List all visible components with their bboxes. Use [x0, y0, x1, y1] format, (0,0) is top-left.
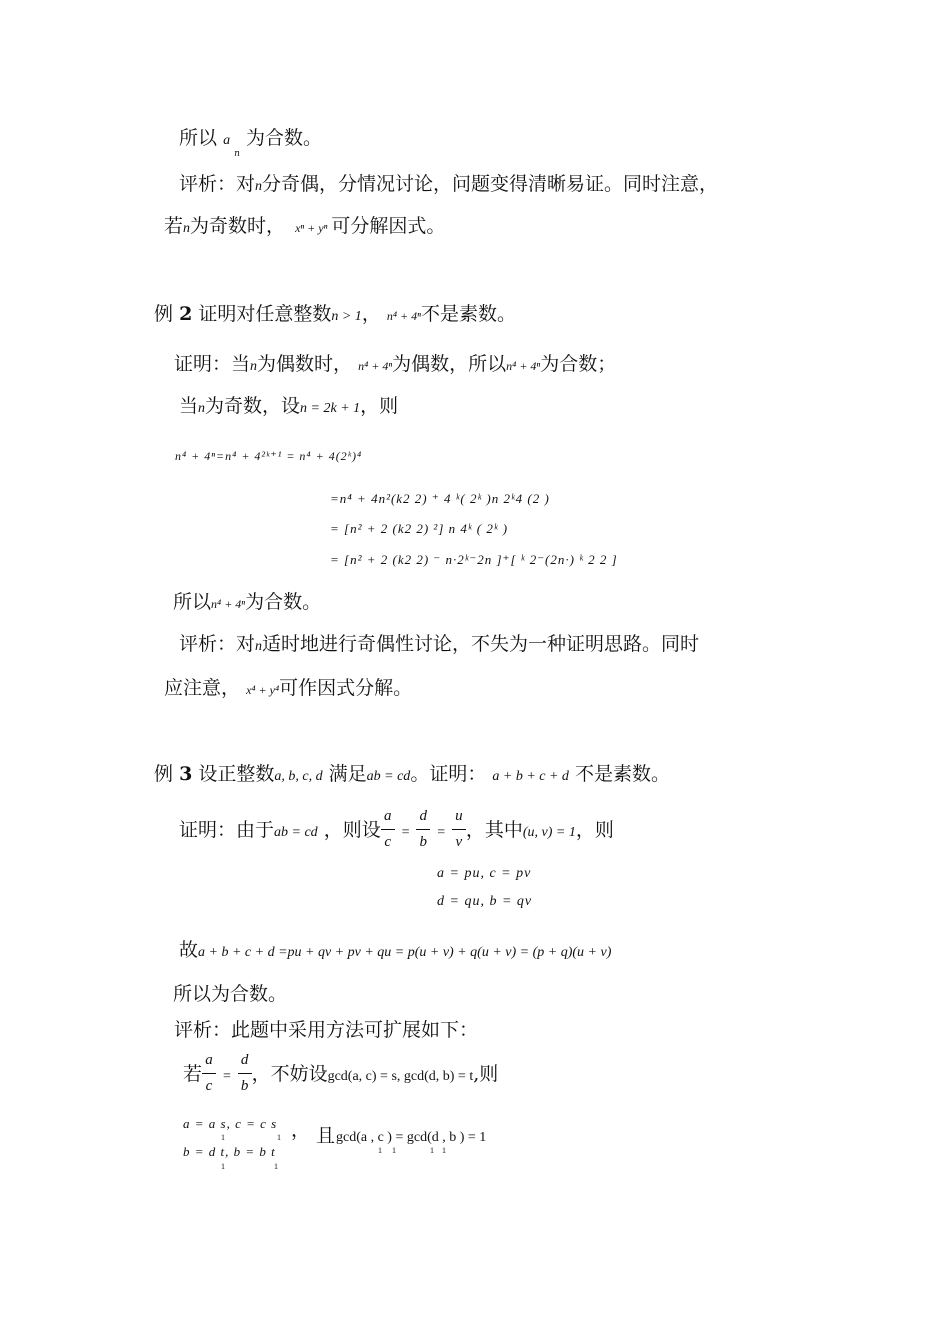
y2-subscript-2: 1 — [274, 1162, 278, 1171]
text: 所以 — [173, 591, 212, 613]
text: 。证明： — [410, 763, 487, 785]
math-condition: ab = cd — [366, 769, 411, 784]
var-n: n — [255, 179, 263, 194]
math-expr: xⁿ + yⁿ — [295, 221, 328, 235]
comment-line-1 — [179, 172, 718, 199]
equation-1: n⁴ + 4ⁿ=n⁴ + 4²ᵏ⁺¹ = n⁴ + 4(2ᵏ)⁴ — [175, 449, 363, 463]
text: 为偶数时， — [257, 353, 353, 375]
text-and: 且 — [316, 1125, 336, 1147]
numerator: a — [384, 808, 392, 824]
math-expr: x⁴ + y⁴ — [246, 683, 280, 697]
text: 设正整数 — [198, 763, 275, 785]
example-number: 2 — [179, 303, 193, 325]
text: ,则 — [473, 1063, 499, 1085]
gcd-equation: gcd(a , c ) = gcd(d , b ) = 1 — [336, 1130, 487, 1145]
text-therefore: 故 — [179, 939, 199, 961]
remark-2-line-1 — [179, 632, 699, 659]
conclusion-2 — [173, 590, 321, 616]
math-expr: n⁴ + 4ⁿ — [211, 597, 246, 611]
text: ，不妨设 — [251, 1063, 328, 1085]
remark-3: 评析：此题中采用方法可扩展如下： — [174, 1019, 479, 1041]
equation-4: = [n² + 2 (k2 2) ⁻ n·2ᵏ⁻2n ]⁺[ ᵏ 2⁻(2n·) ᵏ 2 2 ] — [330, 552, 618, 567]
math-sum: a + b + c + d — [492, 769, 569, 784]
equals-sign: = — [400, 825, 411, 840]
text: 不是素数。 — [574, 763, 670, 785]
math-expr: n⁴ + 4ⁿ — [386, 309, 421, 323]
var-n: n — [183, 221, 191, 236]
comment-prefix: 评析：对 — [179, 173, 256, 195]
denominator: v — [455, 834, 463, 850]
remark-2-line-2 — [164, 676, 412, 702]
y2-subscript-1: 1 — [221, 1162, 225, 1171]
text-if: 若 — [164, 215, 184, 237]
var-n: n — [198, 401, 206, 416]
equation-2: =n⁴ + 4n²(k2 2) ⁺ 4 ᵏ( 2ᵏ )n 2ᵏ4 (2 ) — [330, 491, 550, 506]
text: 可作因式分解。 — [279, 677, 413, 699]
text: 当 — [179, 395, 199, 417]
text: 为合数； — [540, 353, 617, 375]
denominator: b — [419, 834, 428, 850]
numerator: a — [205, 1052, 213, 1068]
example-2-heading — [154, 302, 516, 329]
math-condition: ab = cd — [274, 825, 318, 840]
proof-3-line-1 — [179, 806, 614, 857]
conclusion-line-1 — [179, 126, 322, 159]
fraction-a-over-c — [381, 807, 395, 855]
text-factor: 可分解因式。 — [331, 215, 446, 237]
conclusion-3: 所以为合数。 — [173, 983, 288, 1005]
math-expr: a = a s, c = c s — [183, 1116, 278, 1131]
math-expr: b = d t, b = b t — [183, 1144, 276, 1159]
math-gcd: (u, v) = 1 — [522, 825, 576, 840]
math-expr: n⁴ + 4ⁿ — [506, 359, 541, 373]
comma: ， — [361, 303, 381, 325]
numerator: d — [240, 1052, 249, 1068]
text: 评析：对 — [179, 633, 256, 655]
example-label: 例 — [154, 763, 174, 785]
math-sum-expr: a + b + c + d =pu + qv + pv + qu = p(u + v) + q(u + v) = (p + q)(u + v) — [198, 945, 612, 960]
example-label: 例 — [154, 303, 174, 325]
var-a: a — [223, 133, 231, 148]
proof-2-line-1 — [174, 352, 616, 379]
equation-3: = [n² + 2 (k2 2) ²] n 4ᵏ ( 2ᵏ ) — [330, 521, 509, 536]
statement-text: 证明对任意整数 — [198, 303, 332, 325]
equals-sign: = — [222, 1069, 232, 1084]
fraction-u-over-v — [452, 807, 466, 855]
denominator: b — [240, 1078, 249, 1094]
proof-prefix: 证明：当 — [174, 353, 251, 375]
math-gcd: gcd(a, c) = s, gcd(d, b) = t — [327, 1069, 474, 1084]
fraction-d-over-b — [416, 807, 430, 855]
comment-line-2 — [164, 214, 445, 241]
fraction-d-over-b — [238, 1051, 252, 1099]
math-condition: n > 1 — [331, 309, 362, 324]
text: ，其中 — [465, 819, 523, 841]
text: 为偶数，所以 — [392, 353, 507, 375]
text: ，则设 — [323, 819, 381, 841]
equation-y2 — [183, 1140, 276, 1164]
equation-a-c: a = pu, c = pv — [437, 866, 532, 881]
proof-2-line-2 — [179, 394, 398, 421]
numerator: u — [455, 808, 463, 824]
statement-text: 不是素数。 — [420, 303, 516, 325]
text: 为奇数，设 — [205, 395, 301, 417]
text: 应注意， — [164, 677, 241, 699]
var-n: n — [255, 639, 263, 654]
gcd-subscripts: 1 1 1 1 — [378, 1146, 446, 1155]
denominator: c — [205, 1078, 213, 1094]
sum-line — [179, 938, 611, 965]
math-vars: a, b, c, d — [274, 769, 323, 784]
numerator: d — [419, 808, 428, 824]
text-if: 若 — [183, 1063, 203, 1085]
equals-sign: = — [436, 825, 446, 840]
math-expr: n = 2k + 1 — [300, 401, 361, 416]
math-expr: n⁴ + 4ⁿ — [358, 359, 393, 373]
denominator: c — [384, 834, 392, 850]
text: 满足 — [328, 763, 367, 785]
text: 适时地进行奇偶性讨论，不失为一种证明思路。同时 — [262, 633, 700, 655]
subscript-n: n — [234, 149, 240, 159]
example-3-heading — [154, 762, 670, 789]
y-comma: ， — [291, 1119, 311, 1141]
equation-d-b: d = qu, b = qv — [437, 894, 533, 909]
equation-y1 — [183, 1112, 277, 1136]
y1-subscript-1: 1 — [221, 1133, 225, 1142]
y1-subscript-2: 1 — [277, 1133, 281, 1142]
text-odd: 为奇数时， — [190, 215, 286, 237]
text-composite: 为合数。 — [245, 127, 322, 149]
text-so: 所以 — [179, 127, 218, 149]
text: 为合数。 — [245, 591, 322, 613]
fraction-a-over-c — [202, 1051, 216, 1099]
extension-line — [183, 1050, 498, 1101]
text: ，则 — [575, 819, 614, 841]
example-number: 3 — [179, 763, 193, 785]
var-n: n — [250, 359, 258, 374]
text: ，则 — [360, 395, 399, 417]
text: 证明：由于 — [179, 819, 275, 841]
comment-body: 分奇偶，分情况讨论，问题变得清晰易证。同时注意， — [262, 173, 719, 195]
